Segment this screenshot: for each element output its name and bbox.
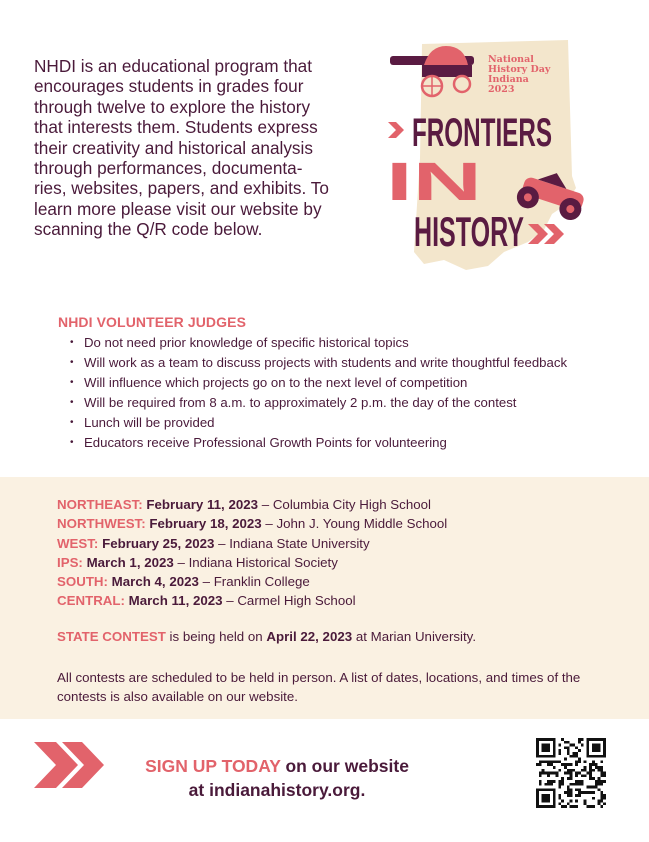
state-contest-middle: is being held on [165, 629, 267, 644]
contest-row [57, 534, 447, 553]
contest-row [57, 591, 447, 610]
signup-rest: on our website [280, 756, 409, 776]
chevron-arrows-icon [388, 122, 404, 138]
state-contest-date: April 22, 2023 [266, 629, 353, 644]
contest-location: – Columbia City High School [258, 497, 431, 512]
contest-schedule [57, 495, 447, 611]
contest-row [57, 514, 447, 533]
state-contest-label: STATE CONTEST [57, 629, 166, 644]
contest-location: – Indiana State University [214, 535, 370, 551]
region-label: NORTHWEST: [57, 516, 146, 532]
contest-location: – John J. Young Middle School [261, 516, 448, 532]
org-name-line: History Day [488, 64, 551, 75]
contest-row [57, 553, 447, 572]
region-label: CENTRAL: [57, 593, 125, 609]
contest-date: March 1, 2023 [86, 554, 174, 570]
org-name-line: Indiana [488, 74, 529, 85]
intro-line: scanning the Q/R code below. [34, 219, 263, 240]
intro-line: through performances, documenta- [34, 158, 303, 179]
state-contest-line [57, 629, 476, 644]
region-label: IPS: [57, 554, 83, 570]
contest-note: All contests are scheduled to be held in person. A list of dates, locations, and times of the contests is also available on our website. [57, 670, 581, 704]
list-item: • Lunch will be provided [70, 413, 567, 433]
intro-line: that interests them. Students express [34, 117, 318, 138]
logo-word-in: IN [386, 152, 482, 212]
region-label: WEST: [57, 535, 99, 551]
contest-date: February 11, 2023 [146, 497, 259, 512]
intro-line: through twelve to explore the history [34, 96, 311, 117]
contest-date: February 25, 2023 [102, 535, 215, 551]
contest-location: – Franklin College [198, 574, 310, 590]
contest-date: March 4, 2023 [111, 574, 199, 590]
list-item: • Will influence which projects go on to the next level of competition [70, 373, 567, 393]
logo-word-frontiers: FRONTIERS [412, 111, 552, 155]
contest-row [57, 572, 447, 591]
contest-row [57, 495, 447, 514]
intro-line: their creativity and historical analysis [34, 137, 313, 158]
list-item: • Will be required from 8 a.m. to approximately 2 p.m. the day of the contest [70, 393, 567, 413]
intro-line: encourages students in grades four [34, 76, 304, 97]
intro-line: learn more please visit our website by [34, 198, 322, 219]
intro-line: NHDI is an educational program that [34, 56, 313, 76]
list-item: • Do not need prior knowledge of specific historical topics [70, 333, 567, 353]
contest-date: March 11, 2023 [128, 593, 223, 609]
logo-year: 2023 [488, 84, 515, 95]
frontiers-in-history-logo [384, 38, 584, 274]
state-contest-location: at Marian University. [352, 629, 477, 644]
region-label: SOUTH: [57, 574, 108, 590]
contest-location: – Indiana Historical Society [173, 554, 338, 570]
judges-list [70, 333, 567, 454]
list-item: • Will work as a team to discuss projects with students and write thoughtful feedback [70, 353, 567, 373]
logo-word-history: HISTORY [414, 208, 524, 255]
signup-highlight: SIGN UP TODAY [145, 756, 281, 776]
intro-line: ries, websites, papers, and exhibits. To [34, 178, 329, 199]
qr-code-icon[interactable] [536, 738, 606, 808]
contest-date: February 18, 2023 [149, 516, 262, 532]
chevron-arrows-icon [34, 740, 106, 790]
signup-callout [112, 754, 442, 802]
org-name-line: National [488, 54, 534, 65]
intro-paragraph [34, 56, 364, 240]
contest-location: – Carmel High School [222, 593, 356, 609]
judges-heading: NHDI VOLUNTEER JUDGES [58, 314, 247, 330]
region-label: NORTHEAST: [57, 497, 143, 512]
list-item: • Educators receive Professional Growth Points for volunteering [70, 433, 567, 453]
signup-website[interactable]: at indianahistory.org. [188, 780, 366, 800]
